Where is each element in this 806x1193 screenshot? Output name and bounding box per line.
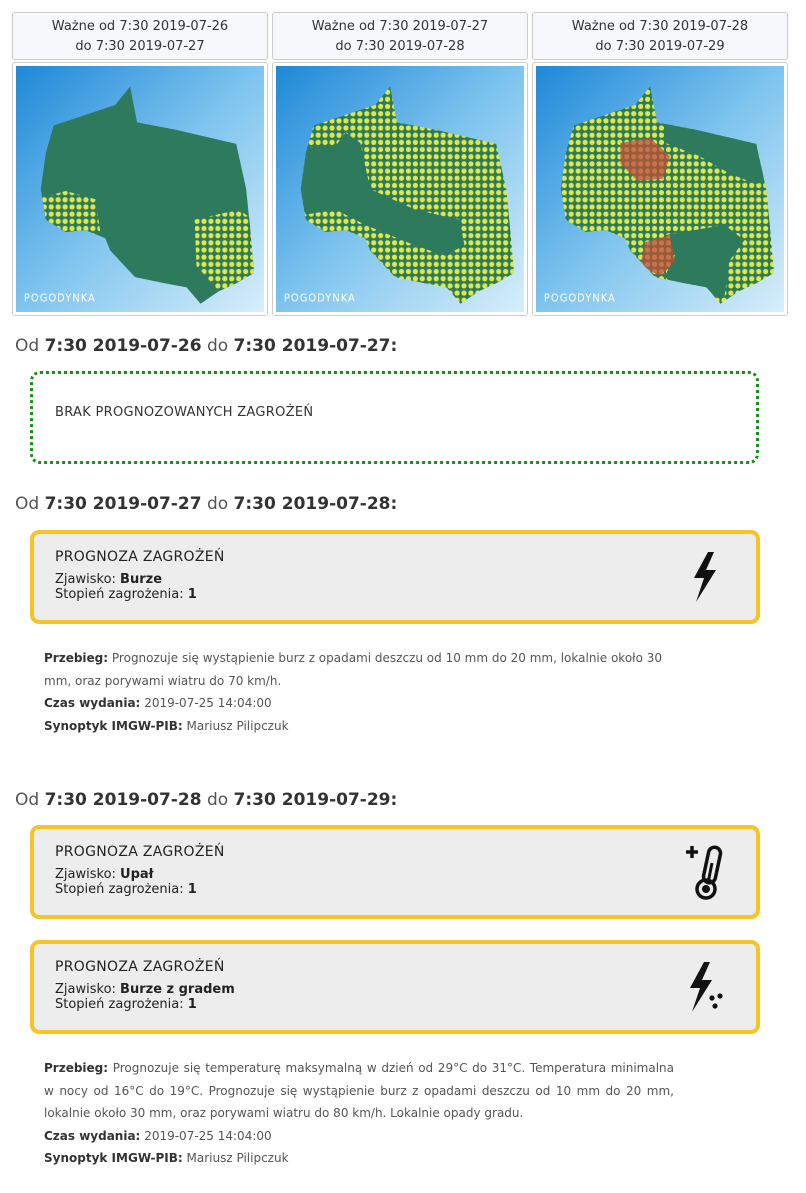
tab-header[interactable]: [12, 12, 268, 60]
tab-valid-to: do 7:30 2019-07-29: [595, 39, 725, 54]
forecaster-value: Mariusz Pilipczuk: [186, 1151, 289, 1165]
issued-label: Czas wydania:: [44, 1128, 141, 1143]
period-start: 7:30 2019-07-28: [44, 790, 202, 810]
tab-valid-from: Ważne od 7:30 2019-07-26: [51, 19, 229, 34]
level-value: 1: [187, 587, 197, 602]
tab-header[interactable]: [272, 12, 528, 60]
forecaster-label: Synoptyk IMGW-PIB:: [44, 1151, 183, 1165]
pogodynka-logo: POGODYNKA: [543, 293, 616, 305]
warning-level: [55, 997, 197, 1012]
lightning-hail-icon: [682, 958, 728, 1016]
course-label: Przebieg:: [44, 1061, 109, 1075]
warning-description: [44, 1057, 674, 1170]
period-end: 7:30 2019-07-28:: [233, 494, 398, 514]
phenomenon-label: Zjawisko:: [55, 572, 116, 587]
tab-valid-from: Ważne od 7:30 2019-07-28: [571, 19, 749, 34]
poland-map-image: [16, 66, 264, 312]
forecast-day-tabs: [12, 12, 792, 316]
phenomenon-value: Burze z gradem: [120, 982, 235, 997]
warning-phenomenon: [55, 982, 235, 997]
period-mid: do: [206, 790, 229, 810]
course-text: [44, 1057, 674, 1125]
level-label: Stopień zagrożenia:: [55, 587, 184, 602]
course-label: Przebieg:: [44, 651, 109, 665]
period-end: 7:30 2019-07-27:: [233, 336, 398, 356]
issued-time: [44, 692, 674, 715]
no-threat-box: [30, 371, 759, 464]
poland-map-image: [276, 66, 524, 312]
warning-title: PROGNOZA ZAGROŻEŃ: [55, 959, 225, 975]
forecast-tab-day-1[interactable]: [12, 12, 268, 316]
warning-map[interactable]: [532, 62, 788, 316]
period-prefix: Od: [15, 336, 40, 356]
warning-card: [30, 530, 760, 624]
poland-map-image: [536, 66, 784, 312]
section-period-title: [15, 336, 397, 356]
warning-title: PROGNOZA ZAGROŻEŃ: [55, 844, 225, 860]
forecaster-value: Mariusz Pilipczuk: [186, 718, 289, 733]
level-value: 1: [187, 997, 197, 1012]
issued-label: Czas wydania:: [44, 696, 141, 710]
heat-thermometer-icon: [682, 843, 728, 901]
period-end: 7:30 2019-07-29:: [233, 790, 398, 810]
tab-valid-to: do 7:30 2019-07-27: [75, 39, 205, 54]
warning-map[interactable]: [12, 62, 268, 316]
issued-value: 2019-07-25 14:04:00: [144, 1128, 272, 1143]
warning-phenomenon: [55, 867, 154, 882]
period-mid: do: [206, 336, 229, 356]
issued-value: 2019-07-25 14:04:00: [144, 696, 272, 710]
warning-level: [55, 587, 197, 602]
course-text: [44, 647, 674, 692]
forecast-tab-day-2[interactable]: [272, 12, 528, 316]
warning-map[interactable]: [272, 62, 528, 316]
tab-valid-to: do 7:30 2019-07-28: [335, 39, 465, 54]
svg-text:POGODYNKA: POGODYNKA: [23, 293, 96, 305]
warning-title: PROGNOZA ZAGROŻEŃ: [55, 549, 225, 565]
forecaster: [44, 1147, 674, 1170]
phenomenon-value: Burze: [120, 572, 163, 587]
warning-card: [30, 825, 760, 919]
period-start: 7:30 2019-07-27: [44, 494, 202, 514]
warning-phenomenon: [55, 572, 162, 587]
level-label: Stopień zagrożenia:: [55, 997, 184, 1012]
tab-header[interactable]: [532, 12, 788, 60]
phenomenon-label: Zjawisko:: [55, 982, 116, 997]
pogodynka-logo: POGODYNKA: [283, 293, 356, 305]
forecast-tab-day-3[interactable]: [532, 12, 788, 316]
warning-description: [44, 647, 674, 737]
forecaster: [44, 715, 674, 738]
no-threat-text: BRAK PROGNOZOWANYCH ZAGROŻEŃ: [55, 405, 314, 420]
level-value: 1: [187, 882, 197, 897]
section-period-title: [15, 790, 397, 810]
pogodynka-logo: [24, 294, 96, 305]
issued-time: [44, 1125, 674, 1148]
period-prefix: Od: [15, 494, 40, 514]
period-start: 7:30 2019-07-26: [44, 336, 202, 356]
lightning-icon: [682, 548, 728, 606]
section-period-title: [15, 494, 397, 514]
tab-valid-from: Ważne od 7:30 2019-07-27: [311, 19, 489, 34]
period-prefix: Od: [15, 790, 40, 810]
warning-level: [55, 882, 197, 897]
phenomenon-label: Zjawisko:: [55, 867, 116, 882]
period-mid: do: [206, 494, 229, 514]
warning-card: [30, 940, 760, 1034]
phenomenon-value: Upał: [120, 867, 154, 882]
forecaster-label: Synoptyk IMGW-PIB:: [44, 718, 183, 733]
course-value: Prognozuje się temperaturę maksymalną w dzień od 29°C do 31°C. Temperatura minimalna w nocy od 16°C do 19°C. Prognozuje się wystąpienie burz z opadami deszczu od 10 mm do 20 mm, lokalnie około 30 mm, oraz porywami wiatru do 80 km/h. Lokalnie opady gradu.: [44, 1061, 674, 1120]
level-label: Stopień zagrożenia:: [55, 882, 184, 897]
course-value: Prognozuje się wystąpienie burz z opadami deszczu od 10 mm do 20 mm, lokalnie około 30 mm, oraz porywami wiatru do 70 km/h.: [44, 651, 662, 688]
